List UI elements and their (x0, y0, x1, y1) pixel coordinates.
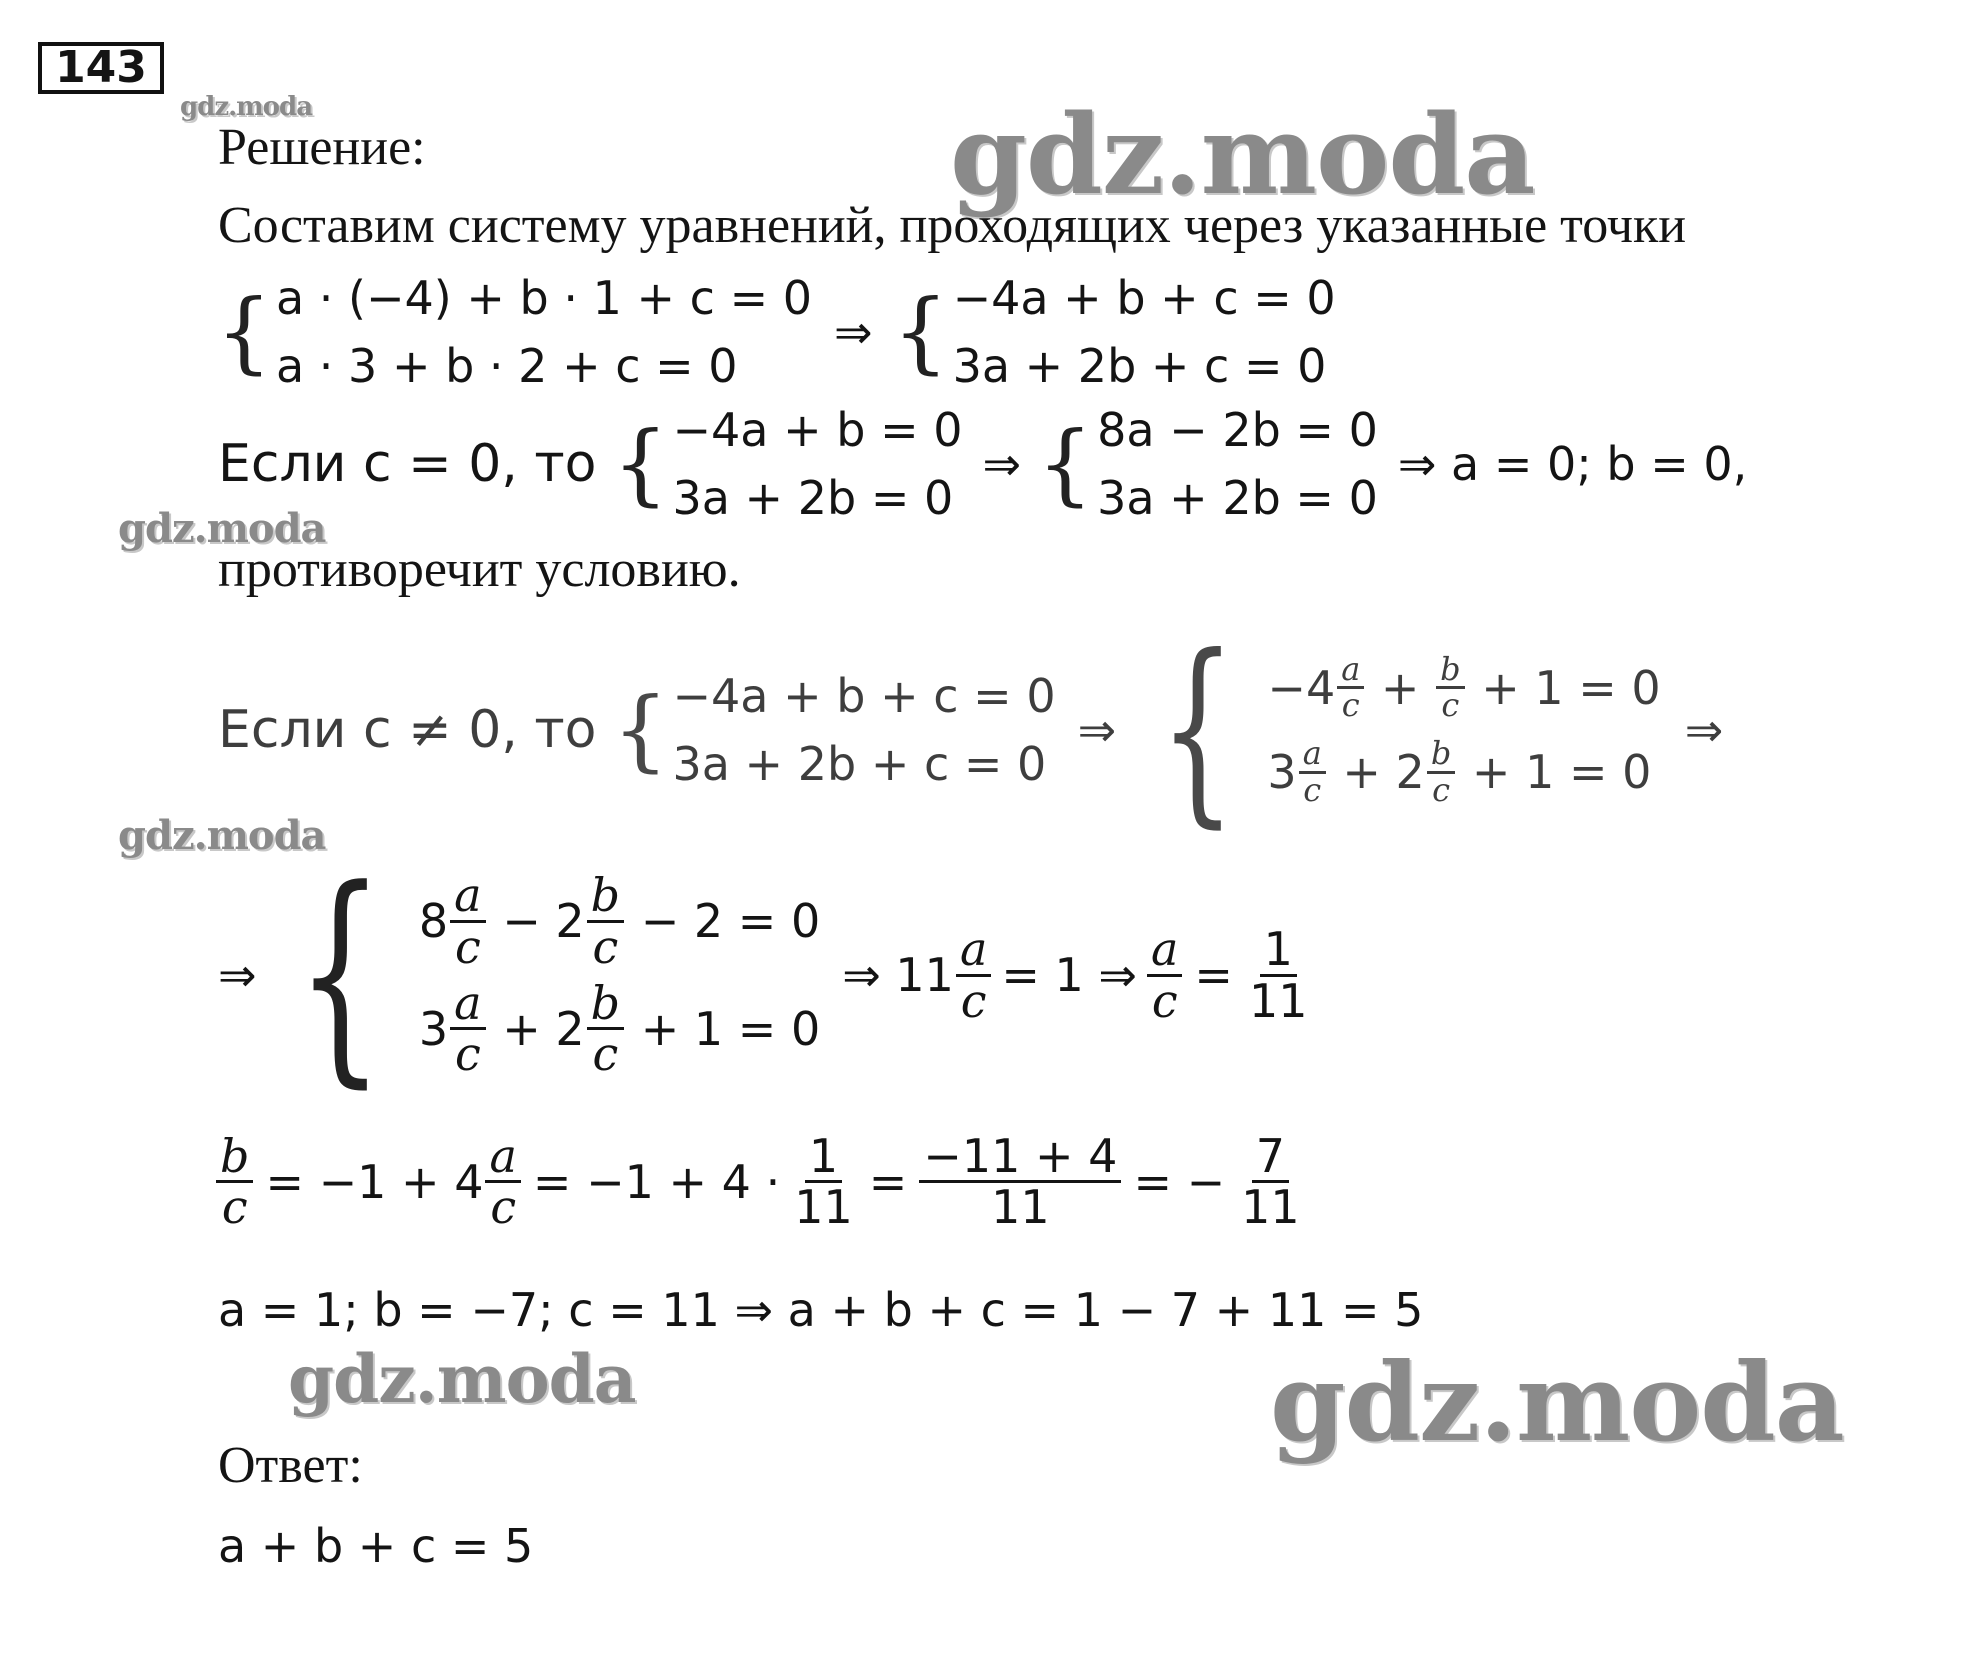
implies-arrow: ⇒ (1684, 703, 1724, 757)
equals-sign: = (868, 1154, 908, 1209)
system-1 (216, 270, 1336, 394)
case-c-nonzero (218, 613, 1724, 846)
equation-row: 3a + 2b = 0 (672, 471, 954, 525)
brace-icon: { (216, 280, 272, 383)
brace-icon: { (295, 841, 384, 1108)
watermark: gdz.moda (118, 812, 326, 859)
expression: = −1 + 4 · (532, 1154, 781, 1209)
fraction: $\frac{7}{11}$ (1241, 1129, 1300, 1235)
equation-row: −4a + b + c = 0 (952, 271, 1336, 325)
case-prefix: Если c ≠ 0, то (218, 700, 597, 760)
problem-number: 143 (38, 42, 164, 94)
brace-icon: { (612, 678, 669, 781)
system-fractions: ⇒ { 8 $\frac{a}{c}$ − 2 $\frac{b}{c}$ − 2 = 0 3 $\frac{a}{c}$ + 2 $\frac{b}{c}$ + 1 = 0 ⇒ 11 $\frac{a}{c}$ = 1 ⇒ $\frac{a}{c}$ = $\frac{1}{11}$ (218, 860, 1314, 1090)
brace-icon: { (612, 412, 669, 515)
fraction: $\frac{1}{11}$ (1248, 922, 1308, 1028)
equation-row: 3a + 2b + c = 0 (672, 737, 1047, 791)
case-prefix: Если c = 0, то (218, 434, 597, 494)
watermark: gdz.moda (1270, 1340, 1844, 1466)
expression: = −1 + 4 (265, 1154, 484, 1209)
fraction: $\frac{1}{11}$ (794, 1129, 853, 1235)
equation-row: −4a + b = 0 (672, 403, 963, 457)
equation-row: 8 $\frac{a}{c}$ − 2 $\frac{b}{c}$ − 2 = 0 (418, 868, 821, 974)
watermark: gdz.moda (288, 1340, 636, 1418)
equation-row: 3 $\frac{a}{c}$ + 2 $\frac{b}{c}$ + 1 = 0 (418, 976, 821, 1082)
equation-row: a · (−4) + b · 1 + c = 0 (276, 271, 813, 325)
fraction: $\frac{b}{c}$ (216, 1132, 253, 1232)
brace-icon: { (1159, 613, 1236, 846)
fraction: $\frac{a}{c}$ (1147, 925, 1182, 1025)
solution-heading: Решение: (218, 119, 426, 176)
fraction: $\frac{a}{c}$ (956, 925, 991, 1025)
result-step: = 1 ⇒ (1001, 948, 1137, 1002)
implies-arrow: ⇒ (1077, 703, 1117, 757)
implies-arrow: ⇒ (982, 437, 1022, 491)
case-result: ⇒ a = 0; b = 0, (1397, 437, 1748, 491)
watermark: gdz.moda (950, 90, 1535, 219)
answer-value: a + b + c = 5 (218, 1519, 534, 1573)
fraction: $\frac{a}{c}$ (485, 1132, 520, 1232)
fraction: $\frac{-11 + 4}{11}$ (919, 1132, 1121, 1232)
case-conclusion: противоречит условию. (218, 541, 741, 598)
brace-icon: { (1037, 412, 1094, 515)
intro-text: Составим систему уравнений, проходящих через указанные точки (218, 197, 1687, 254)
watermark: gdz.moda (118, 505, 326, 552)
equation-row: a · 3 + b · 2 + c = 0 (276, 339, 738, 393)
result-step: ⇒ 11 (842, 948, 954, 1002)
answer-label: Ответ: (218, 1437, 363, 1494)
watermark: gdz.moda (180, 92, 313, 122)
case-c-zero (218, 402, 1747, 526)
b-over-c-line (214, 1129, 1306, 1235)
implies-arrow: ⇒ (218, 948, 257, 1002)
final-computation: a = 1; b = −7; c = 11 ⇒ a + b + c = 1 − 7 + 11 = 5 (218, 1283, 1424, 1337)
equation-row: 3a + 2b + c = 0 (952, 339, 1327, 393)
brace-icon: { (892, 280, 949, 383)
equation-row: −4 $\frac{a}{c}$ + $\frac{b}{c}$ + 1 = 0 (1267, 649, 1661, 725)
implies-arrow: ⇒ (834, 305, 873, 359)
equation-row: 8a − 2b = 0 (1097, 403, 1378, 457)
equation-row: 3a + 2b = 0 (1097, 471, 1378, 525)
equation-row: 3 $\frac{a}{c}$ + 2 $\frac{b}{c}$ + 1 = 0 (1267, 734, 1652, 809)
equation-row: −4a + b + c = 0 (672, 669, 1056, 723)
equals-sign: = − (1133, 1154, 1226, 1209)
